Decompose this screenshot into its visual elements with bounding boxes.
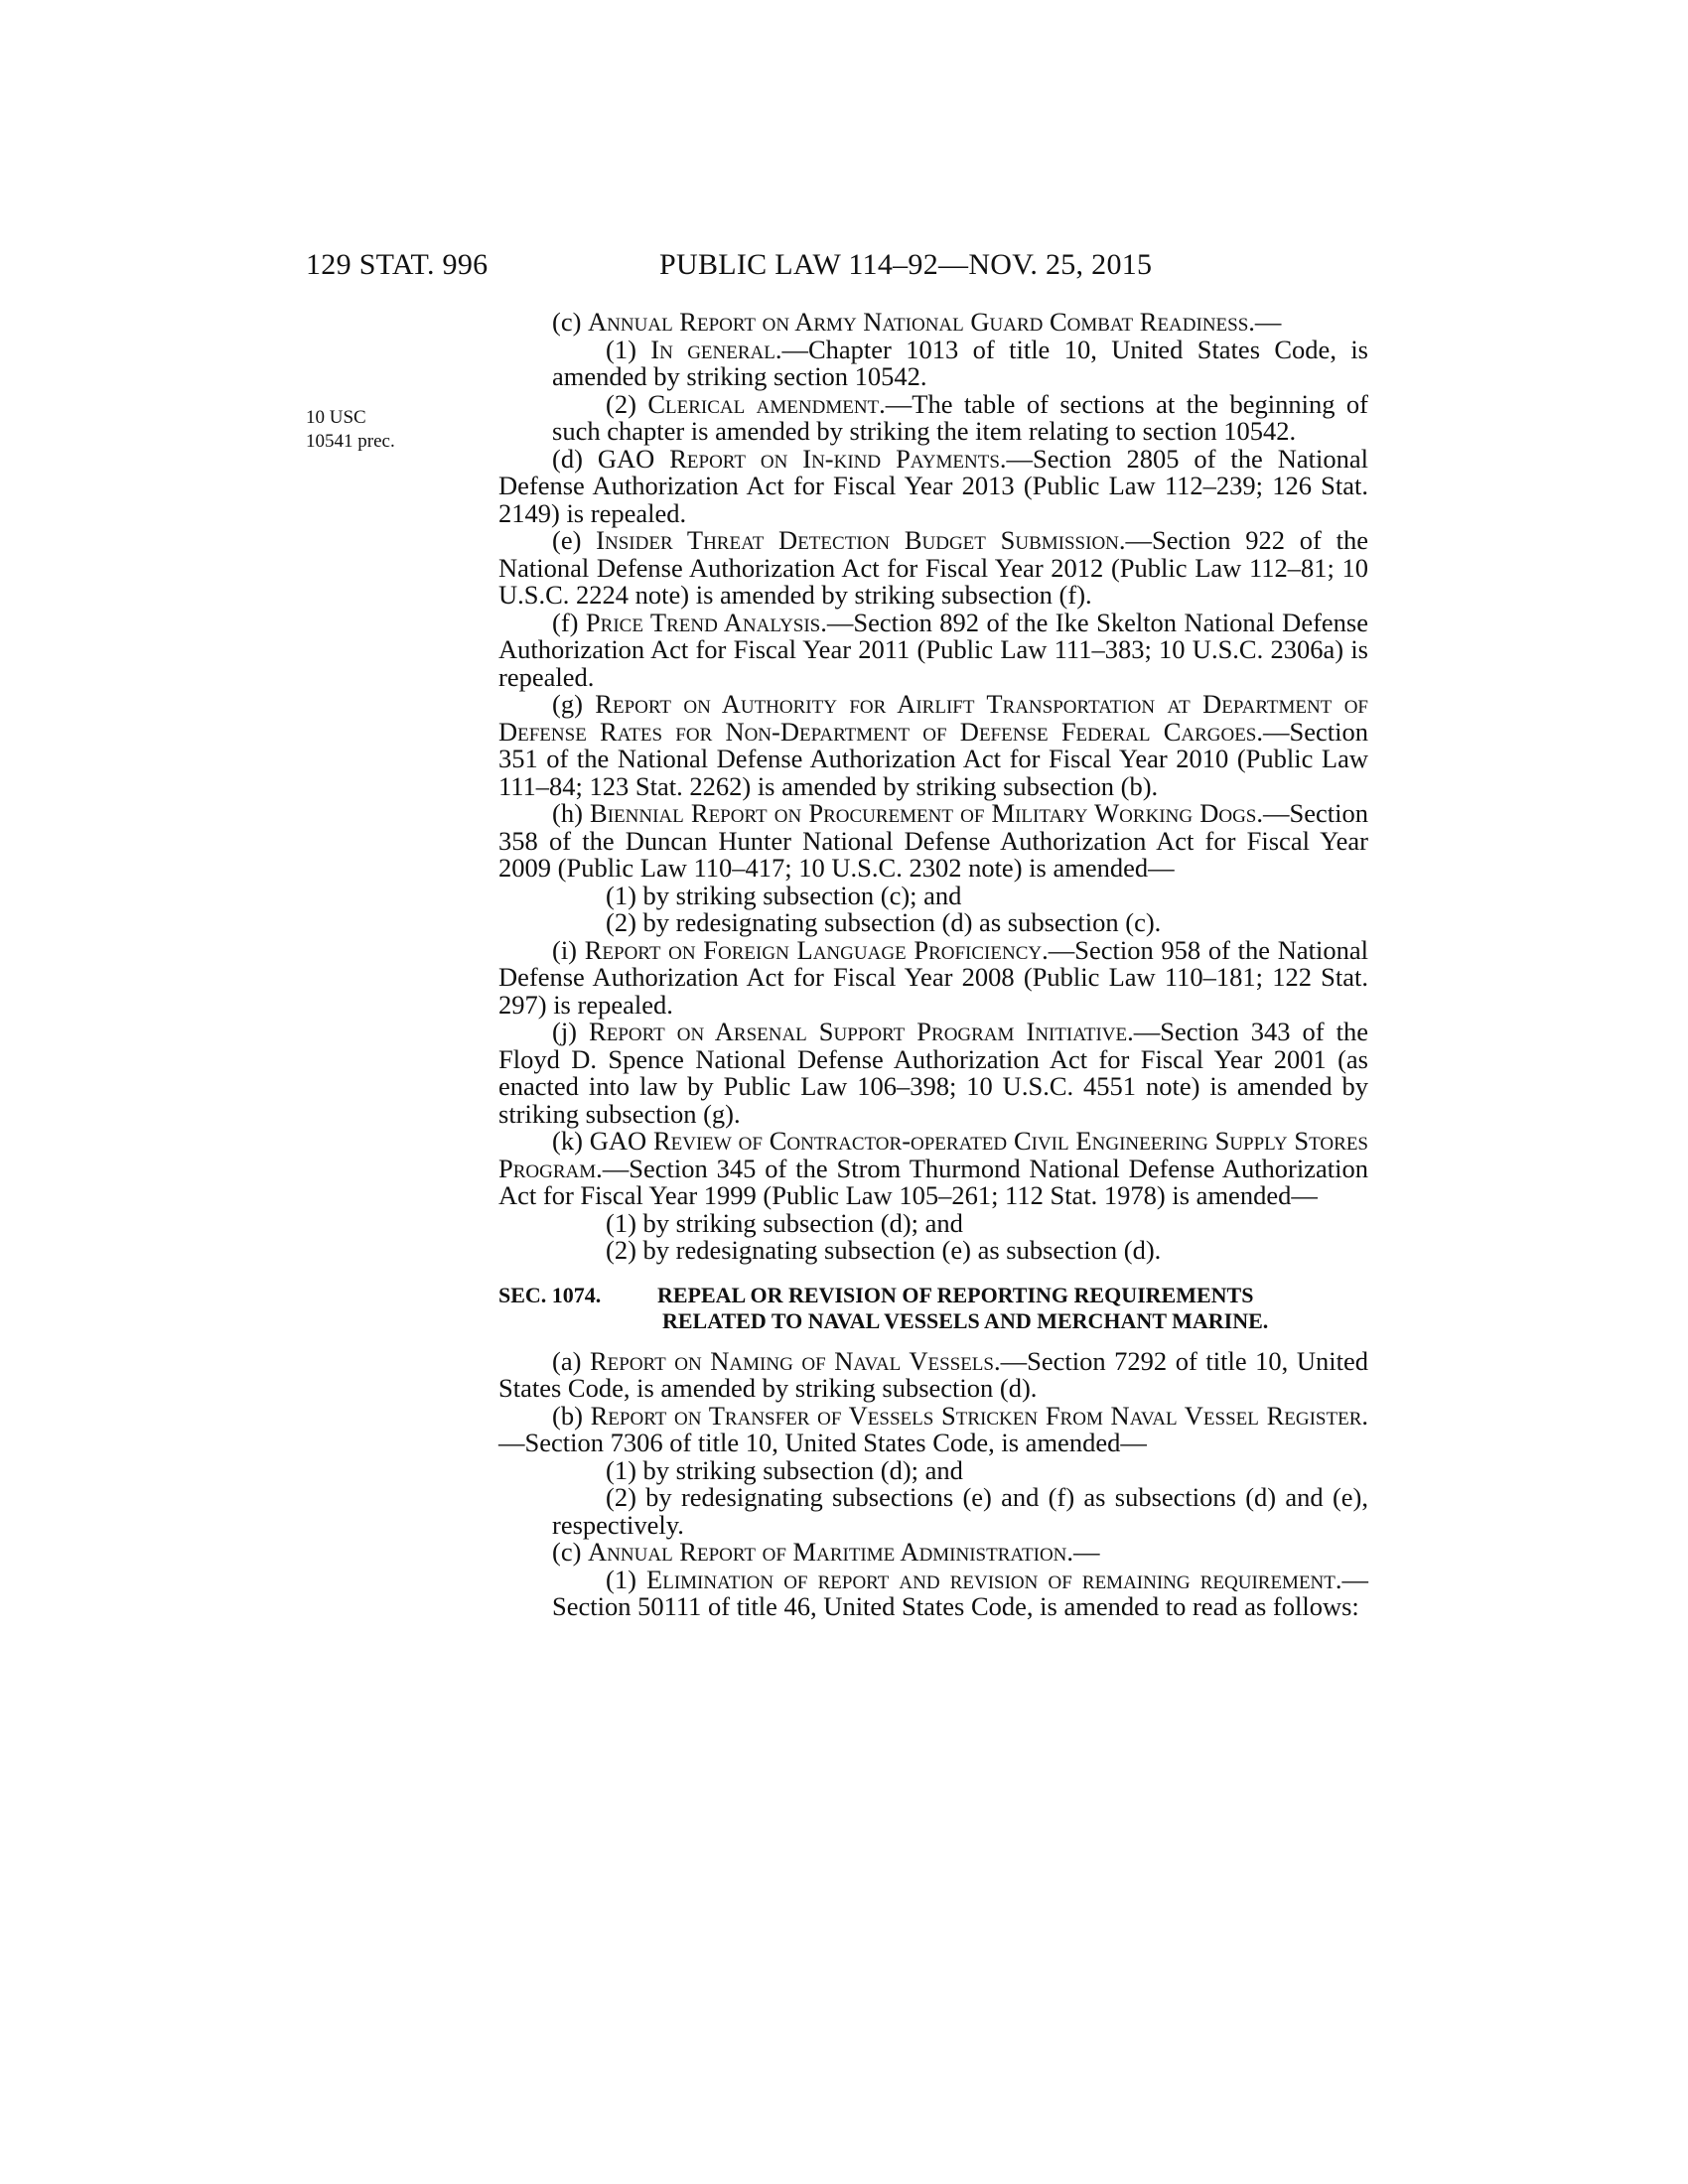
heading-text: Insider Threat Detection Budget Submission. <box>596 525 1126 555</box>
paragraph-f <box>498 607 1368 692</box>
text-run: —Section 345 of the Strom Thurmond National Defense Authorization Act for Fiscal Year 1999 (Public Law 105–261; 112 Stat. 1978) is amended— <box>498 1153 1368 1210</box>
paragraph-g <box>498 691 1368 800</box>
text-run: —Section 7292 of title 10, United States Code, is amended by striking subsection (d). <box>498 1345 1368 1403</box>
heading-text: Report on Naming of Naval Vessels. <box>589 1345 1001 1376</box>
paragraph-h1: (1) by striking subsection (c); and <box>606 880 962 910</box>
text-run: (i) <box>552 934 585 965</box>
section-title-line: REPEAL OR REVISION OF REPORTING REQUIREMENTS <box>657 1282 1254 1307</box>
heading-text: Price Trend Analysis. <box>585 607 827 637</box>
paragraph-i <box>498 934 1369 1020</box>
text-run: (j) <box>552 1017 590 1046</box>
margin-note-line: 10541 prec. <box>306 431 395 452</box>
margin-note <box>306 406 395 454</box>
paragraph-sec-b <box>498 1400 1369 1457</box>
paragraph-h2: (2) by redesignating subsection (d) as subsection (c). <box>606 907 1162 937</box>
heading-text: Report on Authority for Airlift Transportation at Department of Defense Rates for Non-Department of Defense Federal Cargoes. <box>498 689 1368 747</box>
text-run: (1) <box>606 334 651 364</box>
section-number: SEC. 1074. <box>498 1282 602 1307</box>
heading-text: Clerical amendment. <box>647 388 886 419</box>
paragraph-c2 <box>498 388 1368 446</box>
paragraph-c1 <box>498 334 1368 391</box>
heading-text: Report on In-kind Payments. <box>669 443 1007 474</box>
text-run: (a) <box>552 1345 590 1376</box>
text-run: —Section 2805 of the National Defense Authorization Act for Fiscal Year 2013 (Public Law 112–239; 126 Stat. 2149) is repealed. <box>498 443 1369 528</box>
heading-text: Elimination of report and revision of remaining requirement. <box>646 1564 1342 1594</box>
text-run: —Section 358 of the Duncan Hunter National Defense Authorization Act for Fiscal Year 2009 (Public Law 110–417; 10 U.S.C. 2302 note) is amended— <box>498 798 1368 883</box>
body-text <box>498 309 1368 1621</box>
paragraph-sec-c1 <box>498 1564 1369 1621</box>
text-run: —Section 343 of the Floyd D. Spence National Defense Authorization Act for Fiscal Year 2001 (as enacted into law by Public Law 106–398; 10 U.S.C. 4551 note) is amended by striking subsection (g). <box>498 1017 1368 1129</box>
paragraph-c-heading <box>498 309 1368 337</box>
text-run: (b) <box>552 1400 591 1431</box>
statute-page-number: 129 STAT. 996 <box>306 248 489 281</box>
heading-text: Annual Report of Maritime Administration. <box>588 1537 1074 1567</box>
paragraph-sec-a <box>498 1345 1368 1403</box>
text-run: —Section 50111 of title 46, United States Code, is amended to read as follows: <box>552 1564 1369 1621</box>
heading-text: Biennial Report on Procurement of Military Working Dogs. <box>590 798 1263 828</box>
text-run: (h) <box>552 798 591 828</box>
section-heading <box>498 1283 1368 1334</box>
paragraph-sec-b2: (2) by redesignating subsections (e) and (f) as subsections (d) and (e), respectively. <box>552 1482 1368 1540</box>
text-run: — <box>1254 307 1282 337</box>
heading-text: Report on Transfer of Vessels Stricken From Naval Vessel Register. <box>590 1400 1369 1431</box>
paragraph-sec-b1: (1) by striking subsection (d); and <box>606 1454 963 1485</box>
text-run: —Section 7306 of title 10, United States Code, is amended— <box>498 1428 1147 1457</box>
heading-text: Annual Report on Army National Guard Combat Readiness. <box>588 307 1255 337</box>
heading-text: Review of Contractor-operated Civil Engineering Supply Stores Program. <box>498 1126 1368 1183</box>
paragraph-k2: (2) by redesignating subsection (e) as subsection (d). <box>606 1235 1162 1265</box>
text-run: (d) GAO <box>552 443 670 474</box>
text-run: — <box>1073 1537 1100 1567</box>
paragraph-sec-c <box>498 1539 1368 1567</box>
text-run: (c) <box>552 307 589 337</box>
heading-text: Report on Foreign Language Proficiency. <box>584 934 1049 965</box>
section-title-line: RELATED TO NAVAL VESSELS AND MERCHANT MARINE. <box>662 1307 1269 1333</box>
text-run: —The table of sections at the beginning of such chapter is amended by striking the item relating to section 10542. <box>552 388 1368 446</box>
paragraph-j <box>498 1019 1368 1128</box>
text-run: (1) <box>606 1564 647 1594</box>
paragraph-d <box>498 443 1369 528</box>
heading-text: In general. <box>650 334 782 364</box>
page-header <box>0 248 1688 288</box>
text-run: (f) <box>552 607 586 637</box>
paragraph-k1: (1) by striking subsection (d); and <box>606 1207 963 1238</box>
paragraph-e <box>498 527 1368 610</box>
text-run: —Section 892 of the Ike Skelton National Defense Authorization Act for Fiscal Year 2011 (Public Law 111–383; 10 U.S.C. 2306a) is repealed. <box>498 607 1368 692</box>
text-run: —Section 351 of the National Defense Authorization Act for Fiscal Year 2010 (Public Law 111–84; 123 Stat. 2262) is amended by striking subsection (b). <box>498 716 1368 801</box>
heading-text: Report on Arsenal Support Program Initiative. <box>589 1017 1134 1046</box>
paragraph-h <box>498 800 1368 883</box>
text-run: (2) <box>606 388 648 419</box>
text-run: (c) <box>552 1537 589 1567</box>
text-run: (k) GAO <box>552 1126 653 1156</box>
text-run: (g) <box>552 689 596 719</box>
paragraph-k <box>498 1128 1368 1210</box>
public-law-title: PUBLIC LAW 114–92—NOV. 25, 2015 <box>659 248 1153 281</box>
margin-note-line: 10 USC <box>306 407 366 428</box>
text-run: —Section 922 of the National Defense Authorization Act for Fiscal Year 2012 (Public Law 112–81; 10 U.S.C. 2224 note) is amended by striking subsection (f). <box>498 525 1368 610</box>
text-run: (e) <box>552 525 597 555</box>
text-run: —Section 958 of the National Defense Authorization Act for Fiscal Year 2008 (Public Law 110–181; 122 Stat. 297) is repealed. <box>498 934 1369 1020</box>
text-run: —Chapter 1013 of title 10, United States Code, is amended by striking section 10542. <box>552 334 1368 391</box>
